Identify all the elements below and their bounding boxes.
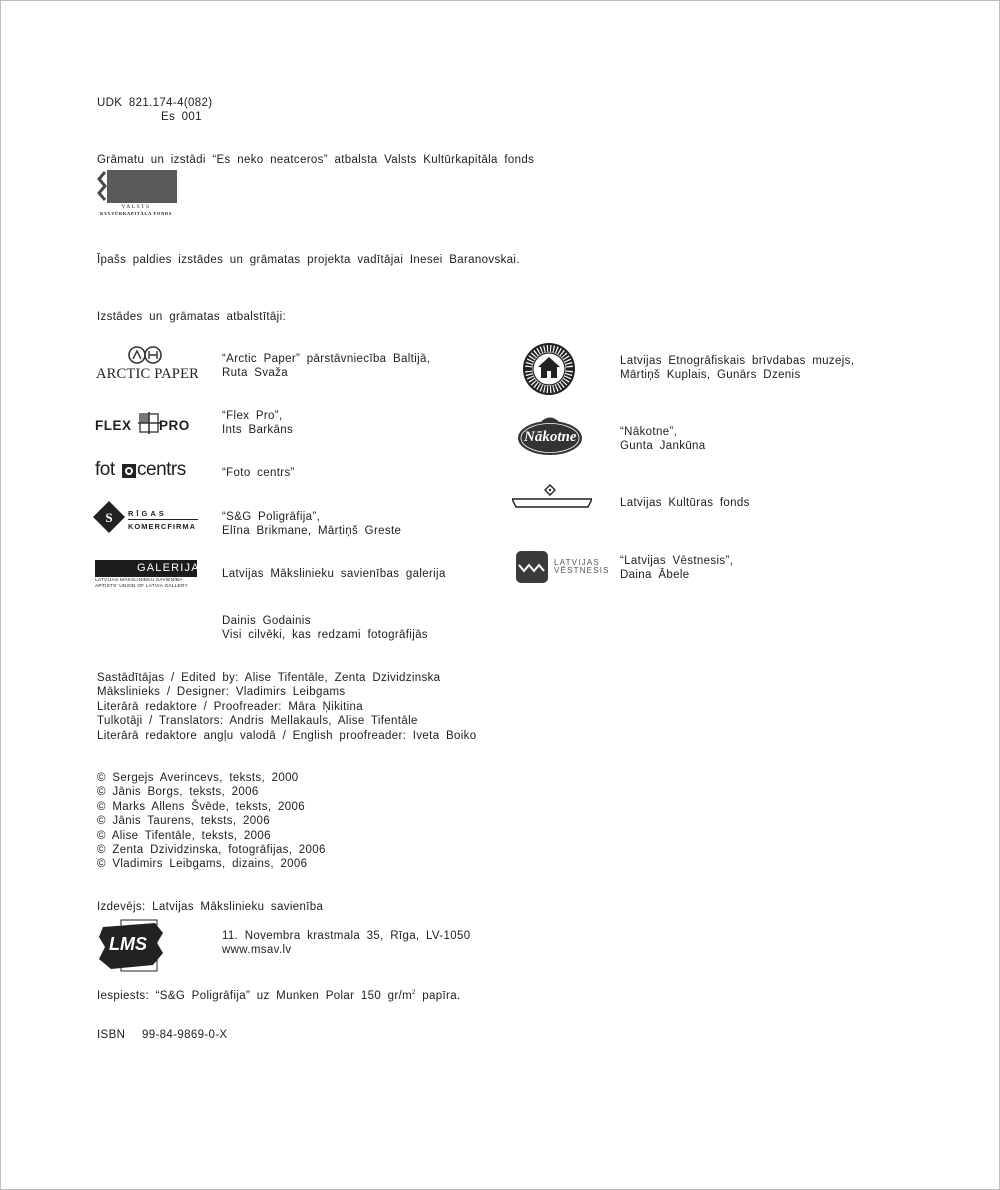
sg-wordmark-b: KOMERCFIRMA bbox=[128, 522, 197, 531]
nakotne-logo bbox=[516, 414, 584, 458]
foto-centrs-logo bbox=[95, 459, 195, 483]
udk-code: UDK 821.174-4(082) bbox=[97, 97, 213, 109]
etnografiskais-muzejs-seal-icon bbox=[522, 342, 576, 396]
sponsor-line: “S&G Poligrāfija”, bbox=[222, 511, 321, 523]
arctic-paper-emblem-icon bbox=[96, 346, 196, 366]
copyright-line: © Alise Tifentāle, teksts, 2006 bbox=[97, 829, 271, 842]
credit-line: Tulkotāji / Translators: Andris Mellakauls, Alise Tifentāle bbox=[97, 715, 418, 728]
printed-sup: 2 bbox=[412, 990, 416, 996]
sponsor-line: Ruta Svaža bbox=[222, 367, 288, 380]
isbn-label: ISBN bbox=[97, 1029, 126, 1041]
sponsor-foto-centrs bbox=[222, 466, 295, 480]
thanks-text: Īpašs paldies izstādes un grāmatas projekta vadītājai Inesei Baranovskai. bbox=[97, 254, 520, 266]
copyright-line: © Vladimirs Leibgams, dizains, 2006 bbox=[97, 858, 308, 871]
sponsor-latvijas-vestnesis bbox=[620, 554, 733, 583]
publisher-label: Izdevējs: Latvijas Mākslinieku savienība bbox=[97, 901, 324, 913]
sponsor-line: “Nākotne”, bbox=[620, 426, 678, 438]
support-text: Grāmatu un izstādi “Es neko neatceros” atbalsta Valsts Kultūrkapitāla fonds bbox=[97, 154, 535, 166]
publisher-address: 11. Novembra krastmala 35, Rīga, LV-1050 bbox=[222, 930, 471, 942]
nakotne-wordmark: Nākotne bbox=[524, 429, 577, 445]
credit-line: Literārā redaktore angļu valodā / English proofreader: Iveta Boiko bbox=[97, 729, 477, 742]
camera-lens-icon bbox=[121, 463, 137, 479]
flex-pro-emblem-icon bbox=[138, 412, 160, 434]
vkkf-logo-line2: KULTŪRKAPITĀLA FONDS bbox=[100, 211, 172, 216]
sponsor-line: Mārtiņš Kuplais, Gunārs Dzenis bbox=[620, 369, 801, 382]
sponsor-nakotne bbox=[620, 425, 706, 454]
sponsor-arctic-paper bbox=[222, 352, 430, 381]
sponsor-flex-pro bbox=[222, 409, 293, 438]
galerija-subline-2: ARTISTS' UNION OF LATVIA GALLERY bbox=[95, 584, 188, 589]
sponsor-line: “Foto centrs” bbox=[222, 467, 295, 479]
credit-line: Sastādītājas / Edited by: Alise Tifentāle, Zenta Dzividzinska bbox=[97, 672, 441, 684]
sponsor-line: Visi cilvēki, kas redzami fotogrāfijās bbox=[222, 629, 428, 642]
copyright-block bbox=[97, 771, 326, 872]
vkkf-logo-line1: VALSTS bbox=[121, 204, 151, 210]
latvijas-vestnesis-emblem-icon bbox=[516, 551, 548, 583]
sponsor-line: Latvijas Etnogrāfiskais brīvdabas muzejs, bbox=[620, 355, 855, 367]
copyright-line: © Jānis Taurens, teksts, 2006 bbox=[97, 815, 270, 828]
sponsor-line: Elīna Brikmane, Mārtiņš Greste bbox=[222, 525, 402, 538]
sg-emblem-icon bbox=[92, 500, 126, 534]
isbn-value: 99-84-9869-0-X bbox=[142, 1029, 228, 1041]
copyright-line: © Marks Allens Švēde, teksts, 2006 bbox=[97, 800, 305, 813]
publisher-website: www.msav.lv bbox=[222, 944, 292, 957]
kulturas-fonds-logo bbox=[512, 484, 592, 510]
publisher-contact bbox=[222, 929, 470, 958]
sponsor-etnografiskais-muzejs bbox=[620, 354, 854, 383]
arctic-paper-wordmark: ARCTIC PAPER bbox=[96, 366, 199, 382]
kulturas-fonds-emblem-icon bbox=[512, 484, 592, 510]
credit-line: Literārā redaktore / Proofreader: Māra Ņikitina bbox=[97, 700, 364, 713]
lms-logo bbox=[97, 919, 167, 973]
copyright-line: © Sergejs Averincevs, teksts, 2000 bbox=[97, 772, 299, 784]
sponsor-line: “Arctic Paper” pārstāvniecība Baltijā, bbox=[222, 353, 431, 365]
copyright-line: © Zenta Dzividzinska, fotogrāfijas, 2006 bbox=[97, 843, 326, 856]
galerija-subline-1: LATVIJAS MĀKSLINIEKU SAVIENĪBA bbox=[95, 578, 183, 583]
sponsor-line: Dainis Godainis bbox=[222, 615, 311, 627]
sg-divider bbox=[128, 519, 198, 520]
vkkf-logo bbox=[95, 170, 177, 220]
svg-text:S: S bbox=[105, 510, 113, 525]
sg-rigas-komercfirma-logo bbox=[92, 500, 200, 534]
foto-centrs-wordmark-b: centrs bbox=[137, 459, 186, 480]
vkkf-logo-mark bbox=[95, 170, 177, 206]
vestnesis-wordmark-a: LATVIJAS bbox=[554, 558, 600, 567]
flex-pro-wordmark-b: PRO bbox=[159, 418, 190, 433]
latvijas-vestnesis-logo bbox=[516, 551, 610, 583]
arctic-paper-logo bbox=[96, 346, 199, 382]
sg-wordmark-a: RĪGAS bbox=[128, 509, 167, 518]
sponsor-line: Latvijas Kultūras fonds bbox=[620, 497, 750, 509]
credits-block bbox=[97, 671, 477, 743]
sponsor-line: “Latvijas Vēstnesis”, bbox=[620, 555, 734, 567]
printed-text: Iespiests: “S&G Poligrāfija” uz Munken Polar 150 gr/m bbox=[97, 989, 413, 1002]
sponsor-kulturas-fonds bbox=[620, 496, 750, 510]
sponsor-line: “Flex Pro”, bbox=[222, 410, 283, 422]
copyright-line: © Jānis Borgs, teksts, 2006 bbox=[97, 786, 259, 799]
sponsors-heading: Izstādes un grāmatas atbalstītāji: bbox=[97, 311, 287, 323]
credit-line: Mākslinieks / Designer: Vladimirs Leibgams bbox=[97, 686, 346, 699]
etnografiskais-muzejs-logo bbox=[522, 342, 576, 396]
sponsor-lms-galerija bbox=[222, 567, 446, 581]
sponsor-dainis-godainis bbox=[222, 614, 428, 643]
flex-pro-logo bbox=[95, 411, 197, 435]
printed-line bbox=[97, 986, 461, 1003]
printed-tail: papīra. bbox=[415, 989, 461, 1002]
udk-es: Es 001 bbox=[161, 111, 202, 123]
sponsor-line: Latvijas Mākslinieku savienības galerija bbox=[222, 568, 446, 580]
flex-pro-wordmark-a: FLEX bbox=[95, 418, 132, 433]
lms-galerija-logo bbox=[95, 560, 199, 592]
galerija-wordmark: GALERIJA bbox=[137, 562, 200, 574]
sponsor-line: Ints Barkāns bbox=[222, 424, 294, 437]
vestnesis-wordmark-b: VĒSTNESIS bbox=[554, 566, 610, 575]
lms-wordmark: LMS bbox=[109, 934, 147, 954]
sponsor-line: Daina Ābele bbox=[620, 569, 690, 582]
sponsor-line: Gunta Jankūna bbox=[620, 440, 706, 453]
sponsor-sg-poligrafija bbox=[222, 510, 401, 539]
foto-centrs-wordmark-a: fot bbox=[95, 459, 115, 480]
